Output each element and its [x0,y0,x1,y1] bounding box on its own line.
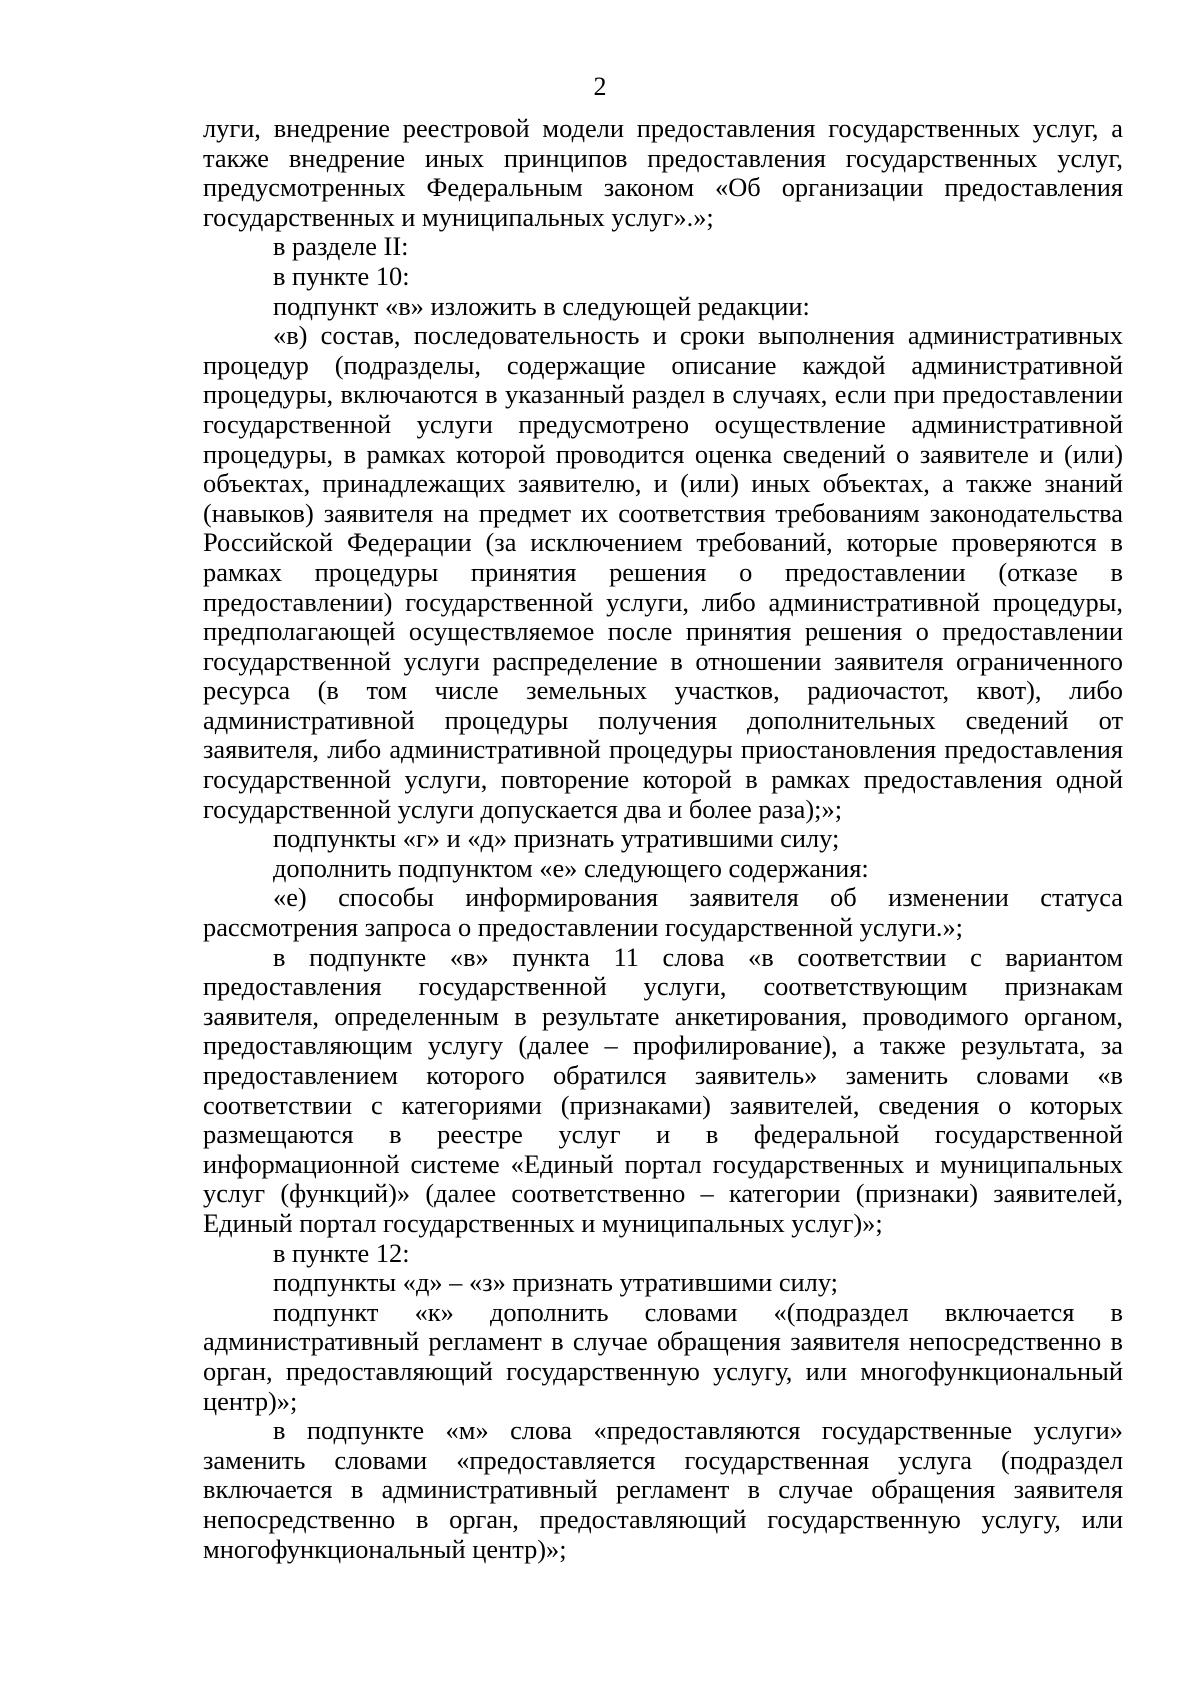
paragraph: луги, внедрение реестровой модели предоставления государственных услуг, а также внедрение иных принципов предоставления государственных услуг, предусмотренных Федеральным законом «Об организации предоставления государственных и муниципальных услуг».»; [203,113,1123,232]
paragraph: в подпункте «м» слова «предоставляются государственные услуги» заменить словами «предоставляется государственная услуга (подраздел включается в административный регламент в случае обращения заявителя непосредственно в орган, предоставляющий государственную услугу, или многофункциональный центр)»; [203,1415,1123,1564]
paragraph: дополнить подпунктом «е» следующего содержания: [273,852,869,883]
paragraph: в разделе II: [273,231,409,262]
paragraph: в пункте 12: [273,1237,410,1268]
paragraph: в пункте 10: [273,260,410,291]
paragraph: подпункт «к» дополнить словами «(подраздел включается в административный регламент в случае обращения заявителя непосредственно в орган, предоставляющий государственную услугу, или многофункциональный центр)»; [203,1296,1123,1416]
page-number: 2 [593,72,607,101]
paragraph: подпункты «д» – «з» признать утратившими силу; [273,1267,839,1298]
paragraph: в подпункте «в» пункта 11 слова «в соответствии с вариантом предоставления государственной услуги, соответствующим признакам заявителя, определенным в результате анкетирования, проводимого органом, предоставляющим услугу (далее – профилирование), а также результата, за предоставлением которого обратился заявитель» заменить словами «в соответствии с категориями (признаками) заявителей, сведения о которых размещаются в реестре услуг и в федеральной государственной информационной системе «Единый портал государственных и муниципальных услуг (функций)» (далее соответственно – категории (признаки) заявителей, Единый портал государственных и муниципальных услуг)»; [203,941,1123,1238]
document-body [203,114,1123,1564]
paragraph: подпункты «г» и «д» признать утратившими силу; [273,823,840,854]
paragraph: подпункт «в» изложить в следующей редакции: [273,290,810,321]
paragraph: «е) способы информирования заявителя об изменении статуса рассмотрения запроса о предоставлении государственной услуги.»; [203,882,1123,943]
paragraph: «в) состав, последовательность и сроки выполнения административных процедур (подразделы, содержащие описание каждой административной процедуры, включаются в указанный раздел в случаях, если при предоставлении государственной услуги предусмотрено осуществление административной процедуры, в рамках которой проводится оценка сведений о заявителе и (или) объектах, принадлежащих заявителю, и (или) иных объектах, а также знаний (навыков) заявителя на предмет их соответствия требованиям законодательства Российской Федерации (за исключением требований, которые проверяются в рамках процедуры принятия решения о предоставлении (отказе в предоставлении) государственной услуги, либо административной процедуры, предполагающей осуществляемое после принятия решения о предоставлении государственной услуги распределение в отношении заявителя ограниченного ресурса (в том числе земельных участков, радиочастот, квот), либо административной процедуры получения дополнительных сведений от заявителя, либо административной процедуры приостановления предоставления государственной услуги, повторение которой в рамках предоставления одной государственной услуги допускается два и более раза);»; [203,320,1123,824]
